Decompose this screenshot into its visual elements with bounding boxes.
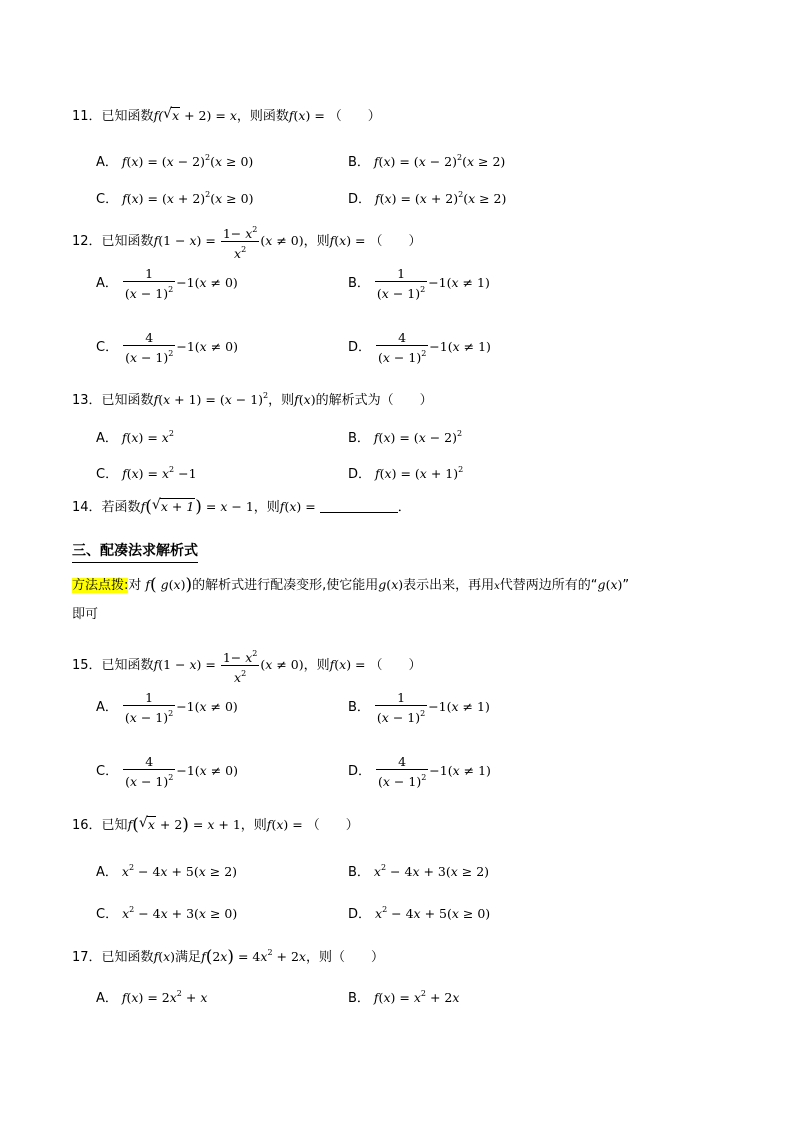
q14-number: 14． [72, 500, 102, 515]
question-14: 14．若函数f( √ x + 1) = x − 1，则f(x) = ． [72, 497, 411, 517]
q16-option-c[interactable]: C． $x^2 - 4x + 3(x \ge 0)$ [96, 905, 238, 922]
method-tip: 方法点拨:对 f( g(x))的解析式进行配凑变形,使它能用g(x)表示出来，再用x代替两边所有的“g(x)” [72, 575, 630, 595]
q13-option-c[interactable]: C． $f(x) = x^2 -1$ [96, 465, 197, 482]
q14-formula: f( √ x + 1) = x − 1 [140, 497, 254, 517]
q16-number: 16． [72, 818, 102, 833]
q15-option-d[interactable]: D． $\frac{4}{(x - 1)^2}$ −1(x ≠ 1) [348, 754, 491, 789]
method-label: 方法点拨: [72, 578, 129, 593]
question-11: 11．已知函数f( √ x + 2) = x，则函数f(x) = （ ） [72, 106, 381, 124]
q12-option-b[interactable]: B． $\frac{1}{(x - 1)^2}$ −1(x ≠ 1) [348, 266, 490, 301]
q13-option-b[interactable]: B． $f(x) = (x - 2)^2$ [348, 429, 463, 446]
section-title: 三、配凑法求解析式 [72, 540, 198, 563]
q11-option-a[interactable]: A． $f(x) = (x - 2)^2(x \ge 0)$ [96, 153, 254, 170]
q13-option-d[interactable]: D． $f(x) = (x + 1)^2$ [348, 465, 464, 482]
q12-option-d[interactable]: D． $\frac{4}{(x - 1)^2}$ −1(x ≠ 1) [348, 330, 491, 365]
q16-option-a[interactable]: A． $x^2 - 4x + 5(x \ge 2)$ [96, 863, 238, 880]
q16-formula: f( √ x + 2) = x + 1 [127, 815, 241, 835]
q13-option-a[interactable]: A． $f(x) = x^2$ [96, 429, 174, 446]
question-15: 15．已知函数f(1 − x) = $\frac{1- x^2}{x^2}$ (x ≠ 0)，则f(x) = （ ） [72, 646, 422, 685]
q15-number: 15． [72, 658, 102, 673]
q12-formula: f(1 − x) = $\frac{1- x^2}{x^2}$ (x ≠ 0) [154, 233, 304, 248]
q12-number: 12． [72, 234, 102, 249]
answer-blank[interactable] [320, 500, 398, 513]
q15-formula: f(1 − x) = $\frac{1- x^2}{x^2}$ (x ≠ 0) [154, 657, 304, 672]
question-13: 13．已知函数$f(x + 1) = (x - 1)^2$，则f(x)的解析式为（ ） [72, 391, 433, 408]
q12-option-c[interactable]: C． $\frac{4}{(x - 1)^2}$ −1(x ≠ 0) [96, 330, 238, 365]
q17-option-b[interactable]: B． $f(x) = x^2 + 2x$ [348, 989, 460, 1006]
q15-option-a[interactable]: A． $\frac{1}{(x - 1)^2}$ −1(x ≠ 0) [96, 690, 238, 725]
q11-formula: f( √ x + 2) = x [153, 106, 237, 123]
q13-formula: $f(x + 1) = (x - 1)^2$ [153, 391, 269, 407]
question-17: 17．已知函数f(x)满足$f(2x) = 4x^2 + 2x$，则（ ） [72, 947, 384, 967]
q15-option-c[interactable]: C． $\frac{4}{(x - 1)^2}$ −1(x ≠ 0) [96, 754, 238, 789]
q11-option-b[interactable]: B． $f(x) = (x - 2)^2(x \ge 2)$ [348, 153, 506, 170]
q16-option-d[interactable]: D． $x^2 - 4x + 5(x \ge 0)$ [348, 905, 491, 922]
q17-formula: $f(2x) = 4x^2 + 2x$ [201, 947, 306, 967]
q11-option-c[interactable]: C． $f(x) = (x + 2)^2(x \ge 0)$ [96, 190, 254, 207]
q12-option-a[interactable]: A． $\frac{1}{(x - 1)^2}$ −1(x ≠ 0) [96, 266, 238, 301]
q13-number: 13． [72, 393, 102, 408]
q15-option-b[interactable]: B． $\frac{1}{(x - 1)^2}$ −1(x ≠ 1) [348, 690, 490, 725]
q11-number: 11． [72, 109, 102, 124]
q16-option-b[interactable]: B． $x^2 - 4x + 3(x \ge 2)$ [348, 863, 490, 880]
q17-option-a[interactable]: A． $f(x) = 2x^2 + x$ [96, 989, 208, 1006]
q11-option-d[interactable]: D． $f(x) = (x + 2)^2(x \ge 2)$ [348, 190, 507, 207]
question-16: 16．已知f( √ x + 2) = x + 1，则f(x) = （ ） [72, 815, 359, 835]
question-12: 12．已知函数f(1 − x) = $\frac{1- x^2}{x^2}$ (x ≠ 0)，则f(x) = （ ） [72, 222, 422, 261]
q17-number: 17． [72, 950, 102, 965]
method-line2: 即可 [72, 607, 99, 622]
